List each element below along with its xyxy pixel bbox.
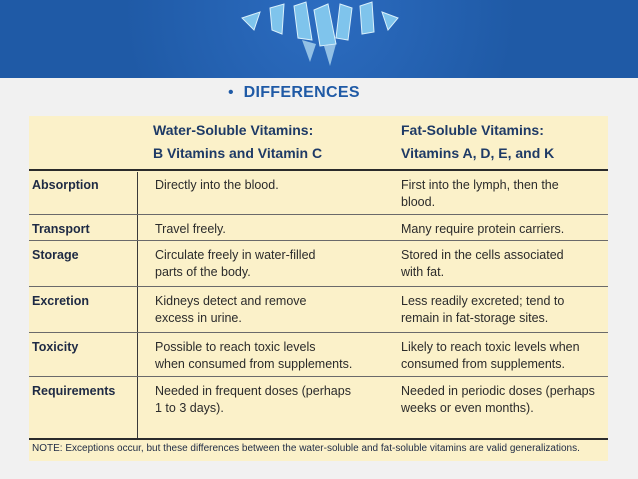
storage-fat-line1: Stored in the cells associated — [401, 248, 564, 262]
absorption-water-line1: Directly into the blood. — [155, 178, 279, 192]
bullet-glyph: • — [228, 84, 234, 101]
row-rule — [29, 376, 608, 377]
row-label-excretion: Excretion — [32, 294, 89, 308]
storage-water-line2: parts of the body. — [155, 265, 251, 279]
row-label-toxicity: Toxicity — [32, 340, 79, 354]
header-rule — [29, 169, 608, 171]
excretion-fat-line2: remain in fat-storage sites. — [401, 311, 549, 325]
row-rule — [29, 332, 608, 333]
excretion-water-line1: Kidneys detect and remove — [155, 294, 307, 308]
toxicity-water-line2: when consumed from supplements. — [155, 357, 353, 371]
transport-fat-line1: Many require protein carriers. — [401, 222, 565, 236]
toxicity-fat-line1: Likely to reach toxic levels when — [401, 340, 580, 354]
row-rule — [29, 286, 608, 287]
storage-fat-line2: with fat. — [401, 265, 445, 279]
absorption-fat-line1: First into the lymph, then the — [401, 178, 559, 192]
requirements-fat-line1: Needed in periodic doses (perhaps — [401, 384, 595, 398]
row-label-requirements: Requirements — [32, 384, 116, 398]
slide-heading: DIFFERENCES — [243, 84, 360, 101]
vitamins-comparison-table — [29, 116, 608, 461]
excretion-fat-line1: Less readily excreted; tend to — [401, 294, 565, 308]
row-rule — [29, 214, 608, 215]
label-column-divider — [137, 172, 138, 438]
row-label-storage: Storage — [32, 248, 79, 262]
title-banner — [0, 0, 638, 78]
fat-header-line1: Fat-Soluble Vitamins: — [401, 122, 544, 138]
toxicity-water-line1: Possible to reach toxic levels — [155, 340, 316, 354]
water-header-line1: Water-Soluble Vitamins: — [153, 122, 314, 138]
fat-header-line2: Vitamins A, D, E, and K — [401, 145, 555, 161]
footer-rule — [29, 438, 608, 440]
requirements-water-line1: Needed in frequent doses (perhaps — [155, 384, 351, 398]
row-label-absorption: Absorption — [32, 178, 99, 192]
row-rule — [29, 240, 608, 241]
storage-water-line1: Circulate freely in water-filled — [155, 248, 316, 262]
row-label-transport: Transport — [32, 222, 90, 236]
crystal-ornament-icon — [232, 0, 408, 70]
toxicity-fat-line2: consumed from supplements. — [401, 357, 565, 371]
water-header-line2: B Vitamins and Vitamin C — [153, 145, 323, 161]
excretion-water-line2: excess in urine. — [155, 311, 242, 325]
transport-water-line1: Travel freely. — [155, 222, 226, 236]
bullet-heading — [228, 82, 360, 104]
table-footnote: NOTE: Exceptions occur, but these differences between the water-soluble and fat-soluble vitamins are valid generalizations. — [32, 443, 580, 454]
requirements-water-line2: 1 to 3 days). — [155, 401, 224, 415]
absorption-fat-line2: blood. — [401, 195, 436, 209]
requirements-fat-line2: weeks or even months). — [401, 401, 534, 415]
